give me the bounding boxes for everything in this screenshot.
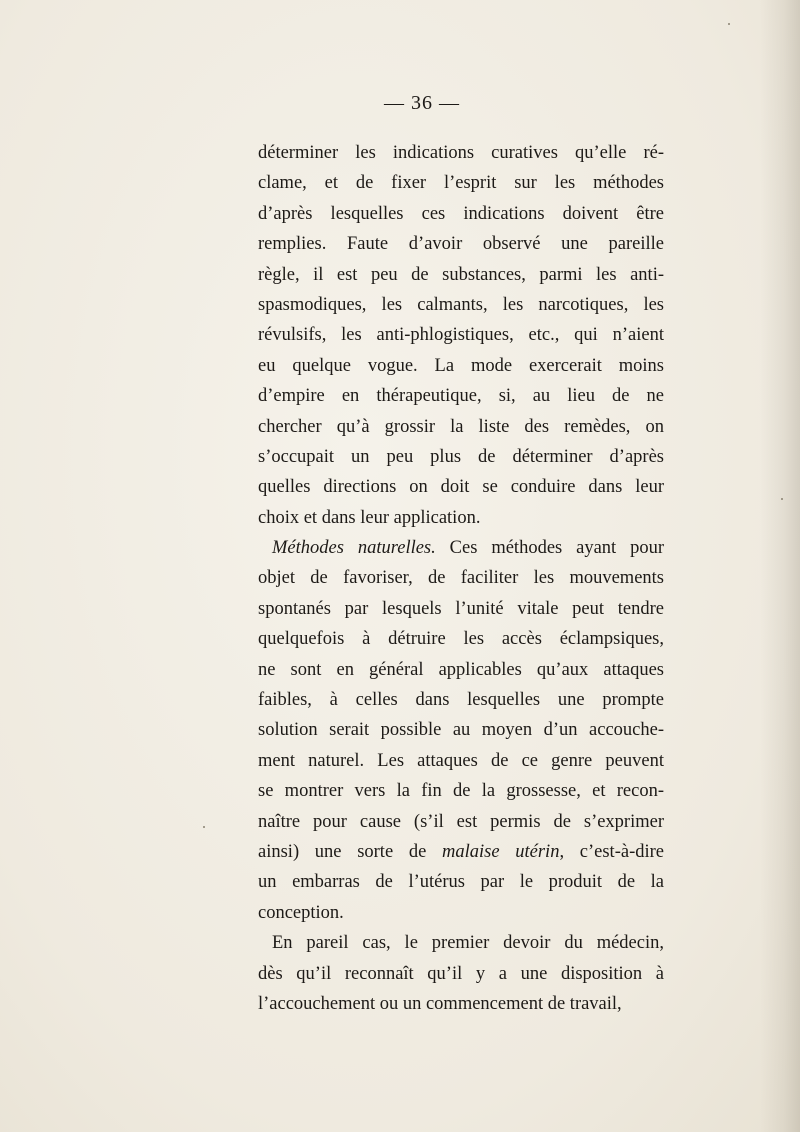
- text-segment: eu quelque vogue. La mode exercerait moins: [258, 355, 664, 376]
- text-segment: l’accouchement ou un commencement de travail,: [258, 993, 622, 1014]
- text-line: [258, 928, 664, 958]
- text-segment: spontanés par lesquels l’unité vitale peut tendre: [258, 598, 664, 619]
- text-line: [258, 959, 664, 989]
- text-segment: un embarras de l’utérus par le produit de la: [258, 872, 664, 893]
- text-segment: spasmodiques, les calmants, les narcotiques, les: [258, 294, 664, 315]
- text-segment: règle, il est peu de substances, parmi les anti-: [258, 264, 664, 285]
- text-line: [258, 776, 664, 806]
- text-line: [258, 412, 664, 442]
- text-line: [258, 624, 664, 654]
- text-segment: ainsi) une sorte de: [258, 841, 443, 862]
- text-line: [258, 807, 664, 837]
- page-edge-shadow: [760, 0, 800, 1132]
- text-line: [258, 594, 664, 624]
- text-segment: d’empire en thérapeutique, si, au lieu de ne: [258, 386, 664, 407]
- text-line: [258, 715, 664, 745]
- text-line: [258, 563, 664, 593]
- text-line: [258, 260, 664, 290]
- text-line: [258, 168, 664, 198]
- text-segment: d’après lesquelles ces indications doivent être: [258, 203, 664, 224]
- text-segment: s’occupait un peu plus de déterminer d’après: [258, 446, 664, 467]
- text-line: [258, 503, 664, 533]
- text-line: [258, 472, 664, 502]
- text-segment: faibles, à celles dans lesquelles une prompte: [258, 690, 664, 711]
- text-segment: choix et dans leur application.: [258, 507, 481, 528]
- text-segment: déterminer les indications curatives qu’elle ré-: [258, 143, 664, 163]
- paper-speck: [781, 498, 783, 500]
- text-line: [258, 898, 664, 928]
- text-line: [258, 837, 664, 867]
- text-line: [258, 989, 664, 1019]
- text-segment: objet de favoriser, de faciliter les mouvements: [258, 568, 664, 589]
- text-line: [258, 655, 664, 685]
- text-line: [258, 533, 664, 563]
- text-segment: ment naturel. Les attaques de ce genre peuvent: [258, 750, 664, 771]
- text-line: [258, 746, 664, 776]
- text-segment: quelquefois à détruire les accès éclampsiques,: [258, 629, 664, 650]
- text-line: [258, 138, 664, 168]
- text-line: [258, 290, 664, 320]
- text-segment: ne sont en général applicables qu’aux attaques: [258, 659, 664, 680]
- text-segment: En pareil cas, le premier devoir du médecin,: [272, 933, 664, 954]
- text-segment: remplies. Faute d’avoir observé une pareille: [258, 234, 664, 255]
- text-segment: se montrer vers la fin de la grossesse, et recon-: [258, 781, 664, 802]
- italic-phrase: Méthodes naturelles.: [272, 538, 436, 559]
- text-segment: clame, et de fixer l’esprit sur les méthodes: [258, 173, 664, 194]
- paper-speck: [203, 826, 205, 828]
- text-segment: chercher qu’à grossir la liste des remèdes, on: [258, 416, 664, 437]
- text-segment: naître pour cause (s’il est permis de s’exprimer: [258, 811, 664, 832]
- text-line: [258, 229, 664, 259]
- text-segment: Ces méthodes ayant pour: [435, 538, 665, 559]
- page-number: — 36 —: [384, 92, 460, 114]
- text-line: [258, 442, 664, 472]
- text-line: [258, 199, 664, 229]
- text-segment: conception.: [258, 902, 344, 923]
- text-segment: dès qu’il reconnaît qu’il y a une disposition à: [258, 963, 664, 984]
- text-line: [258, 320, 664, 350]
- text-segment: révulsifs, les anti-phlogistiques, etc., qui n’aient: [258, 325, 664, 346]
- paper-speck: [728, 23, 730, 25]
- text-line: [258, 381, 664, 411]
- text-line: [258, 351, 664, 381]
- body-text: [258, 138, 664, 1019]
- italic-phrase: malaise utérin: [442, 841, 560, 862]
- text-line: [258, 867, 664, 897]
- text-line: [258, 685, 664, 715]
- text-segment: , c’est-à-dire: [559, 841, 664, 862]
- text-segment: solution serait possible au moyen d’un accouche-: [258, 720, 664, 741]
- text-segment: quelles directions on doit se conduire dans leur: [258, 477, 664, 498]
